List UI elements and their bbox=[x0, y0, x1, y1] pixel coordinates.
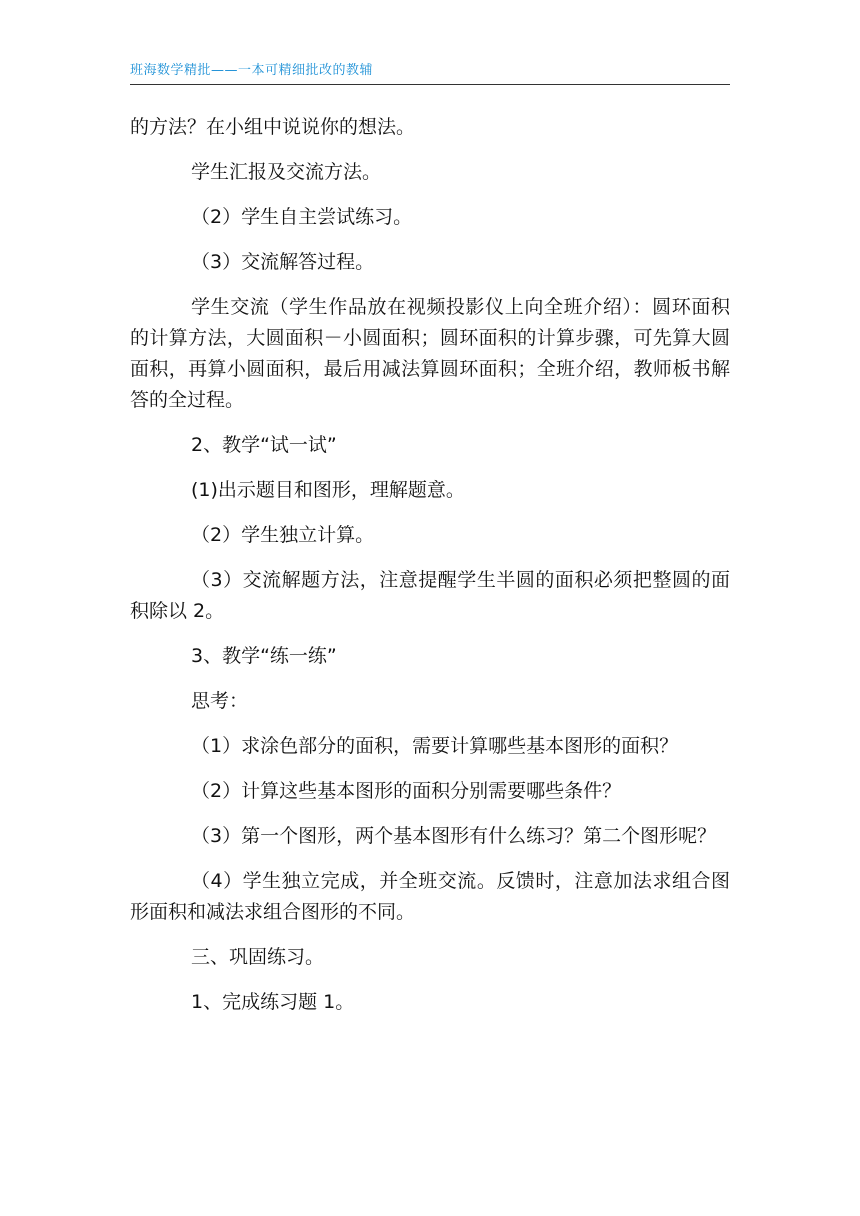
paragraph: (1)出示题目和图形，理解题意。 bbox=[191, 479, 465, 501]
paragraph: （3）交流解题方法，注意提醒学生半圆的面积必须把整圆的面积除以 2。 bbox=[130, 569, 730, 622]
header-title: 班海数学精批——一本可精细批改的教辅 bbox=[130, 63, 374, 78]
paragraph: 学生交流（学生作品放在视频投影仪上向全班介绍）：圆环面积的计算方法，大圆面积－小圆面积；圆环面积的计算步骤，可先算大圆面积，再算小圆面积，最后用减法算圆环面积；全班介绍，教师板书解答的全过程。 bbox=[130, 296, 730, 411]
paragraph: 学生汇报及交流方法。 bbox=[191, 161, 382, 183]
paragraph: （4）学生独立完成，并全班交流。反馈时，注意加法求组合图形面积和减法求组合图形的不同。 bbox=[130, 870, 730, 923]
paragraph: （3）交流解答过程。 bbox=[191, 251, 375, 273]
paragraph: （1）求涂色部分的面积，需要计算哪些基本图形的面积？ bbox=[191, 735, 679, 757]
paragraph: 三、巩固练习。 bbox=[191, 946, 325, 968]
paragraph: （2）学生独立计算。 bbox=[191, 524, 375, 546]
page-header bbox=[130, 62, 730, 85]
paragraph: 1、完成练习题 1。 bbox=[191, 991, 355, 1013]
paragraph: （2）学生自主尝试练习。 bbox=[191, 206, 413, 228]
paragraph: 2、教学“试一试” bbox=[191, 434, 337, 456]
paragraph: （2）计算这些基本图形的面积分别需要哪些条件？ bbox=[191, 780, 622, 802]
paragraph: 3、教学“练一练” bbox=[191, 645, 337, 667]
document-body bbox=[130, 112, 730, 1032]
paragraph: （3）第一个图形，两个基本图形有什么练习？第二个图形呢？ bbox=[191, 825, 717, 847]
paragraph: 思考： bbox=[191, 690, 249, 712]
paragraph: 的方法？在小组中说说你的想法。 bbox=[130, 116, 416, 138]
